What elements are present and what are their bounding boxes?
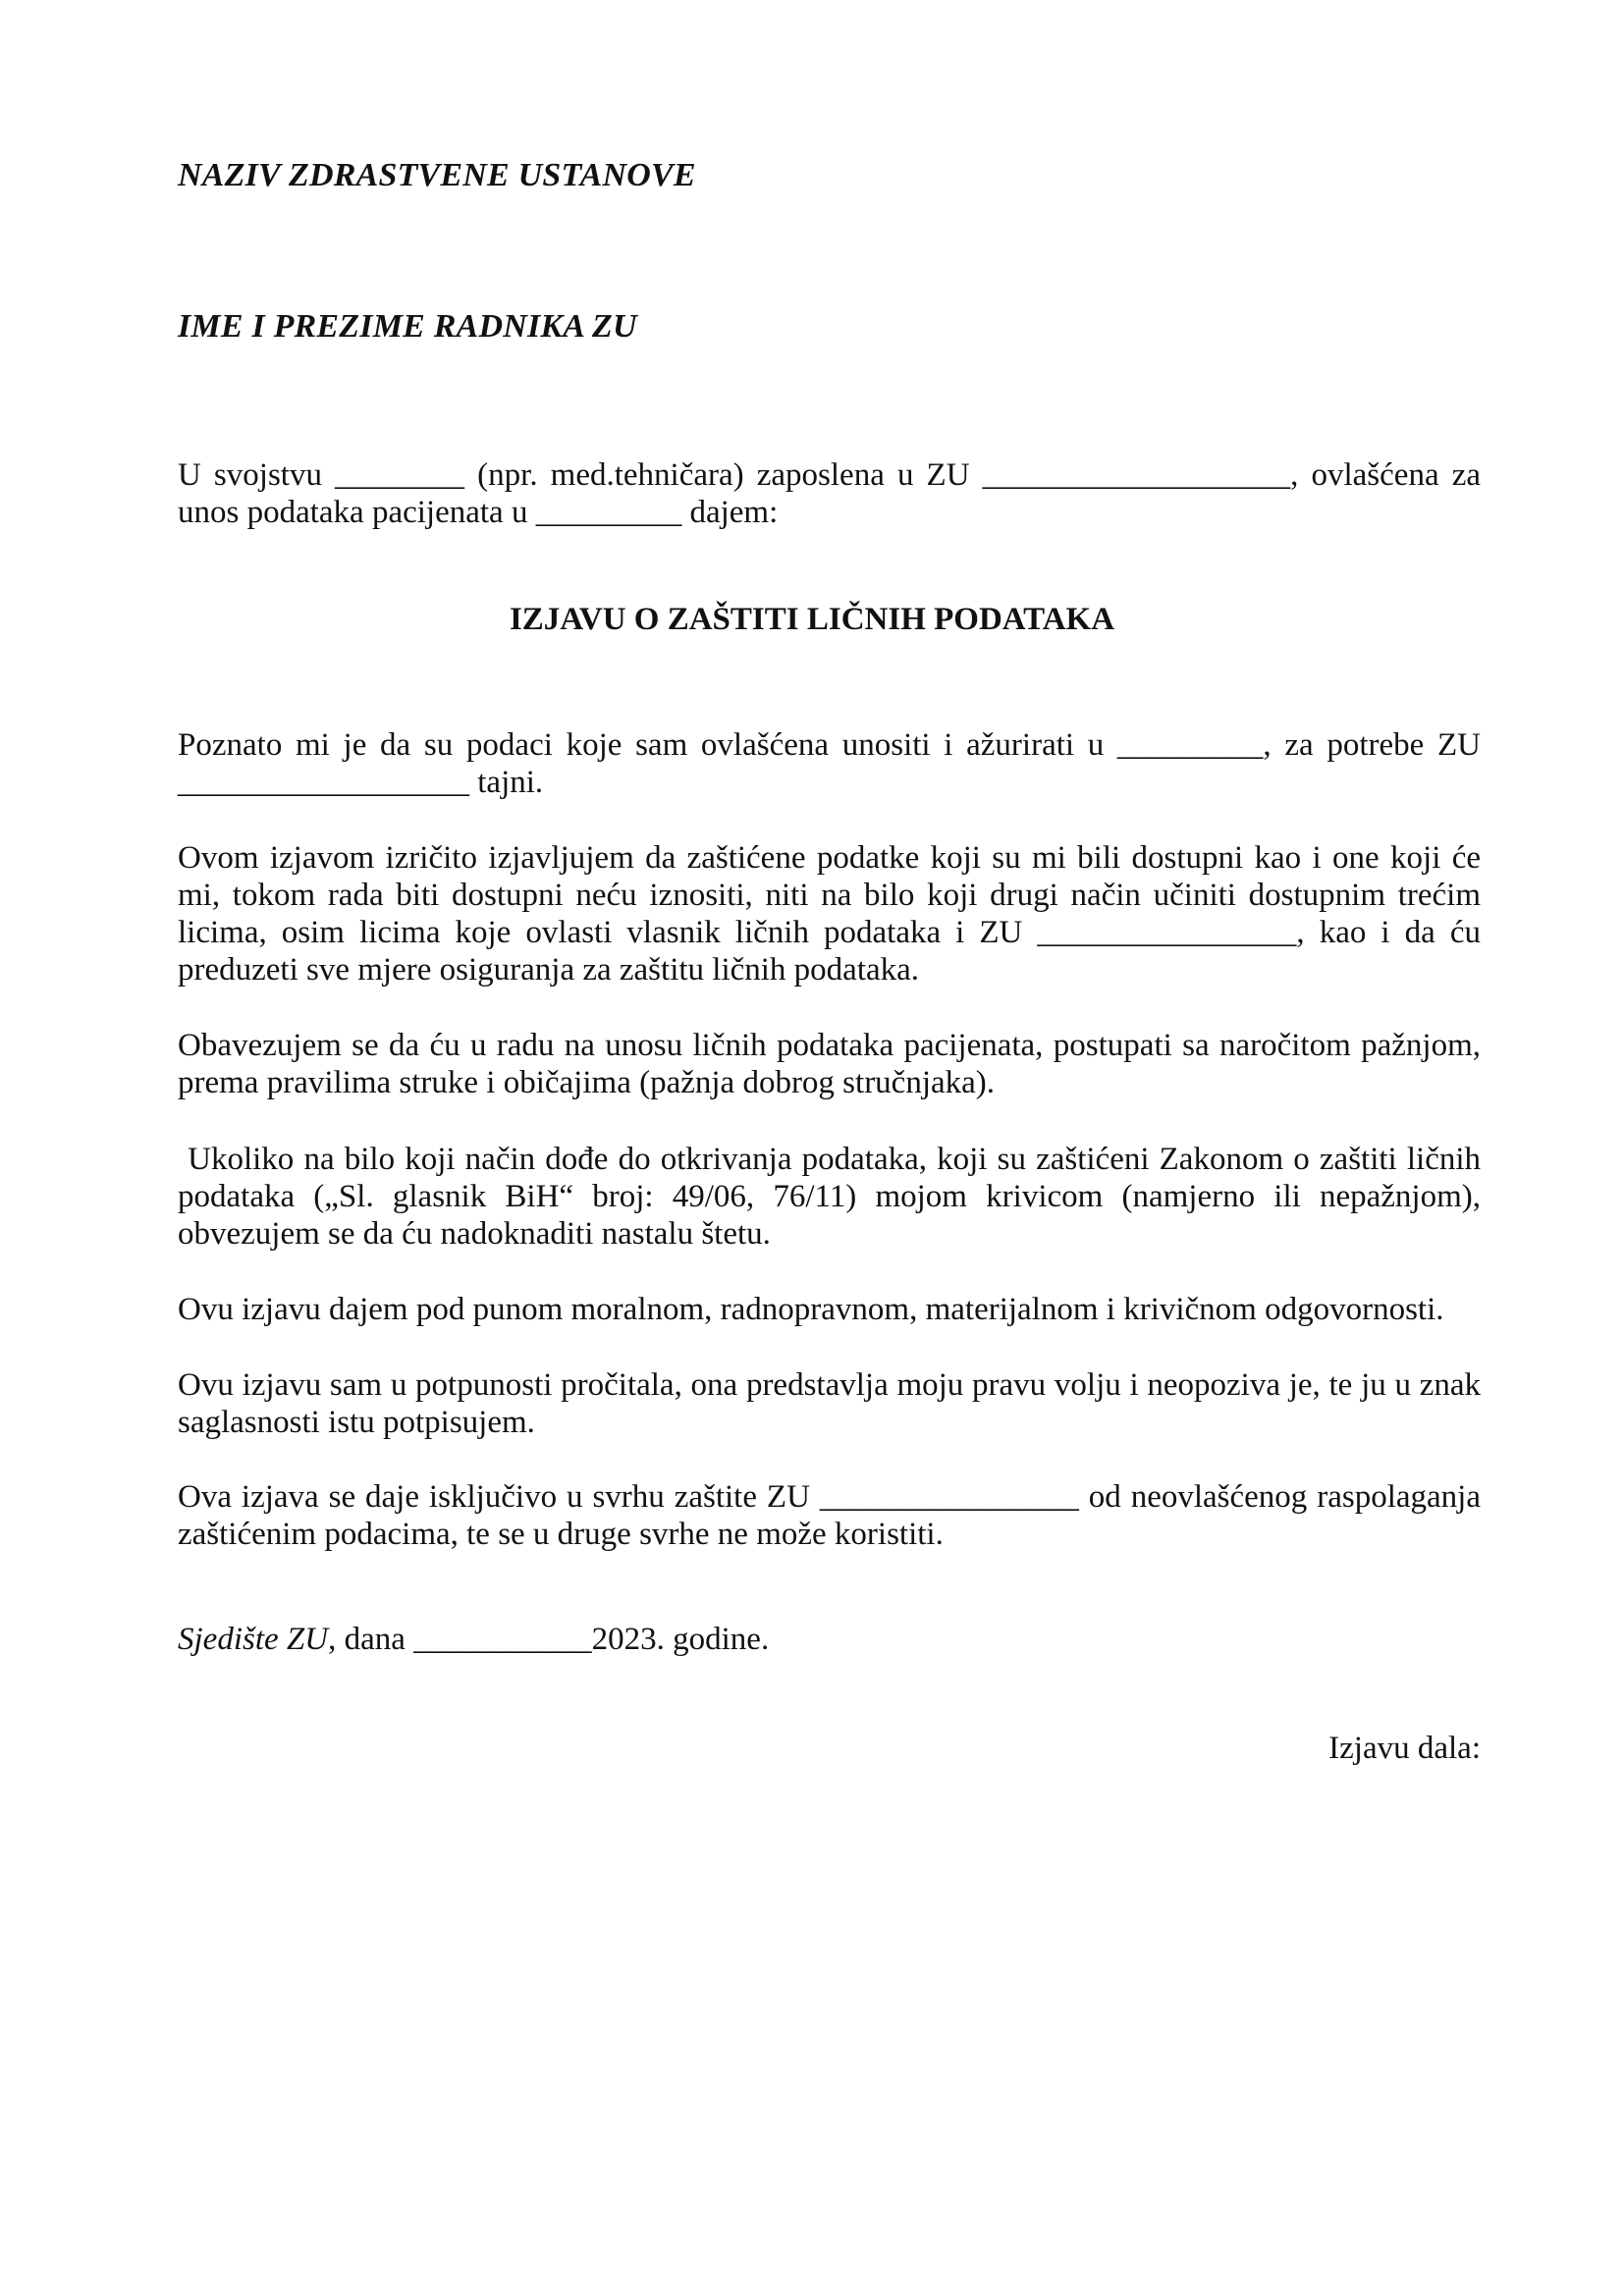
intro-line-1: U svojstvu ________ (npr. med.tehničara) zaposlena u ZU ___________________, ovlašćena za xyxy=(178,457,1481,493)
paragraph-1-line-1: Poznato mi je da su podaci koje sam ovlašćena unositi i ažurirati u _________, za potrebe ZU xyxy=(178,727,1481,763)
paragraph-6 xyxy=(178,1366,1481,1441)
paragraph-4-line-1: Ukoliko na bilo koji način dođe do otkrivanja podataka, koji su zaštićeni Zakonom o zaštiti ličnih xyxy=(178,1142,1482,1177)
signature-label: Izjavu dala: xyxy=(1328,1731,1481,1766)
paragraph-5 xyxy=(178,1291,1481,1328)
paragraph-2-line-2: mi, tokom rada biti dostupni neću iznositi, niti na bilo koji drugi način učiniti dostupnim trećim xyxy=(178,878,1481,913)
paragraph-6-line-1: Ovu izjavu sam u potpunosti pročitala, ona predstavlja moju pravu volju i neopoziva je, te ju u znak xyxy=(178,1367,1481,1403)
paragraph-1-line-2: __________________ tajni. xyxy=(178,765,544,800)
paragraph-7-line-1: Ova izjava se daje isključivo u svrhu zaštite ZU ________________ od neovlašćenog raspolaganja xyxy=(178,1479,1481,1515)
paragraph-4 xyxy=(178,1141,1481,1253)
paragraph-7 xyxy=(178,1478,1481,1553)
place-label: Sjedište ZU xyxy=(178,1622,329,1657)
document-title: IZJAVU O ZAŠTITI LIČNIH PODATAKA xyxy=(509,602,1115,637)
place-and-date xyxy=(178,1622,769,1658)
paragraph-6-line-2: saglasnosti istu potpisujem. xyxy=(178,1405,535,1440)
date-text: , dana ___________2023. godine. xyxy=(328,1622,770,1657)
intro-paragraph xyxy=(178,456,1481,531)
institution-name-heading: NAZIV ZDRASTVENE USTANOVE xyxy=(178,157,696,193)
paragraph-7-line-2: zaštićenim podacima, te se u druge svrhe ne može koristiti. xyxy=(178,1517,944,1552)
paragraph-3-line-2: prema pravilima struke i običajima (pažnja dobrog stručnjaka). xyxy=(178,1065,996,1100)
paragraph-3-line-1: Obavezujem se da ću u radu na unosu ličnih podataka pacijenata, postupati sa naročitom pažnjom, xyxy=(178,1028,1481,1063)
employee-name-heading: IME I PREZIME RADNIKA ZU xyxy=(178,308,637,345)
paragraph-4-line-3: obvezujem se da ću nadoknaditi nastalu štetu. xyxy=(178,1216,771,1252)
paragraph-2 xyxy=(178,839,1481,988)
paragraph-2-line-4: preduzeti sve mjere osiguranja za zaštitu ličnih podataka. xyxy=(178,952,920,988)
paragraph-5-line-1: Ovu izjavu dajem pod punom moralnom, radnopravnom, materijalnom i krivičnom odgovornosti. xyxy=(178,1292,1444,1327)
paragraph-4-line-2: podataka („Sl. glasnik BiH“ broj: 49/06, 76/11) mojom krivicom (namjerno ili nepažnjom), xyxy=(178,1179,1481,1214)
paragraph-2-line-1: Ovom izjavom izričito izjavljujem da zaštićene podatke koji su mi bili dostupni kao i one koji će xyxy=(178,840,1481,876)
paragraph-1 xyxy=(178,726,1481,801)
paragraph-3 xyxy=(178,1027,1481,1101)
paragraph-2-line-3: licima, osim licima koje ovlasti vlasnik ličnih podataka i ZU ________________, kao i da ću xyxy=(178,915,1481,950)
intro-line-2: unos podataka pacijenata u _________ dajem: xyxy=(178,495,779,530)
